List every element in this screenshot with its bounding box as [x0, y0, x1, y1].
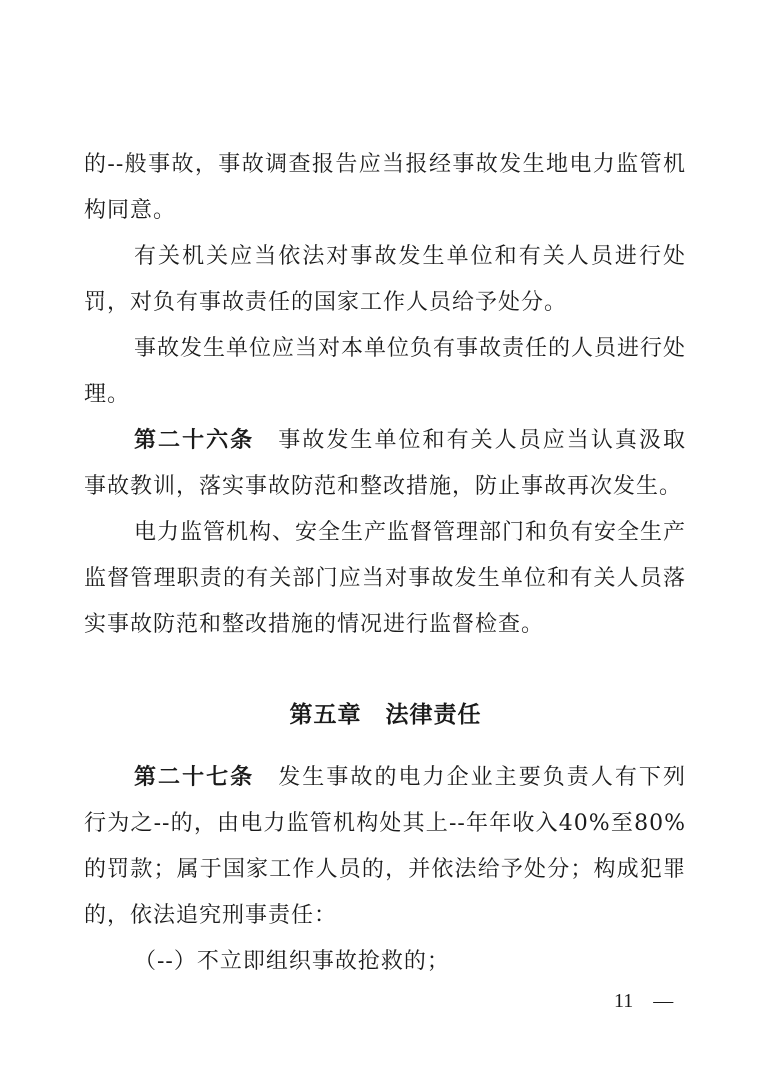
article-27-heading: 第二十七条 — [134, 765, 255, 790]
article-26-body: 事故发生单位和有关人员应当认真汲取事故教训，落实事故防范和整改措施，防止事故再次发生。 — [84, 428, 686, 499]
article-27-body: 发生事故的电力企业主要负责人有下列行为之--的，由电力监管机构处其上--年年收入40%至80%的罚款；属于国家工作人员的，并依法给予处分；构成犯罪的，依法追究刑事责任： — [84, 765, 686, 928]
list-item-1: （--）不立即组织事故抢救的； — [134, 949, 450, 974]
paragraph-continuation: 的--般事故，事故调查报告应当报经事故发生地电力监管机构同意。 — [84, 152, 686, 223]
article-26 — [84, 418, 686, 510]
text-section-top — [84, 142, 686, 648]
chapter-title: 第五章 法律责任 — [289, 702, 482, 728]
article-26-heading: 第二十六条 — [134, 428, 255, 453]
page-number: 11 — — [614, 990, 674, 1012]
paragraph-penalty: 有关机关应当依法对事故发生单位和有关人员进行处罚，对负有事故责任的国家工作人员给予处分。 — [84, 244, 686, 315]
article-27 — [84, 755, 686, 939]
paragraph-supervision: 电力监管机构、安全生产监督管理部门和负有安全生产监督管理职责的有关部门应当对事故发生单位和有关人员落实事故防范和整改措施的情况进行监督检查。 — [84, 520, 687, 637]
text-section-bottom — [84, 755, 686, 985]
paragraph-internal-handling: 事故发生单位应当对本单位负有事故责任的人员进行处理。 — [84, 336, 687, 407]
